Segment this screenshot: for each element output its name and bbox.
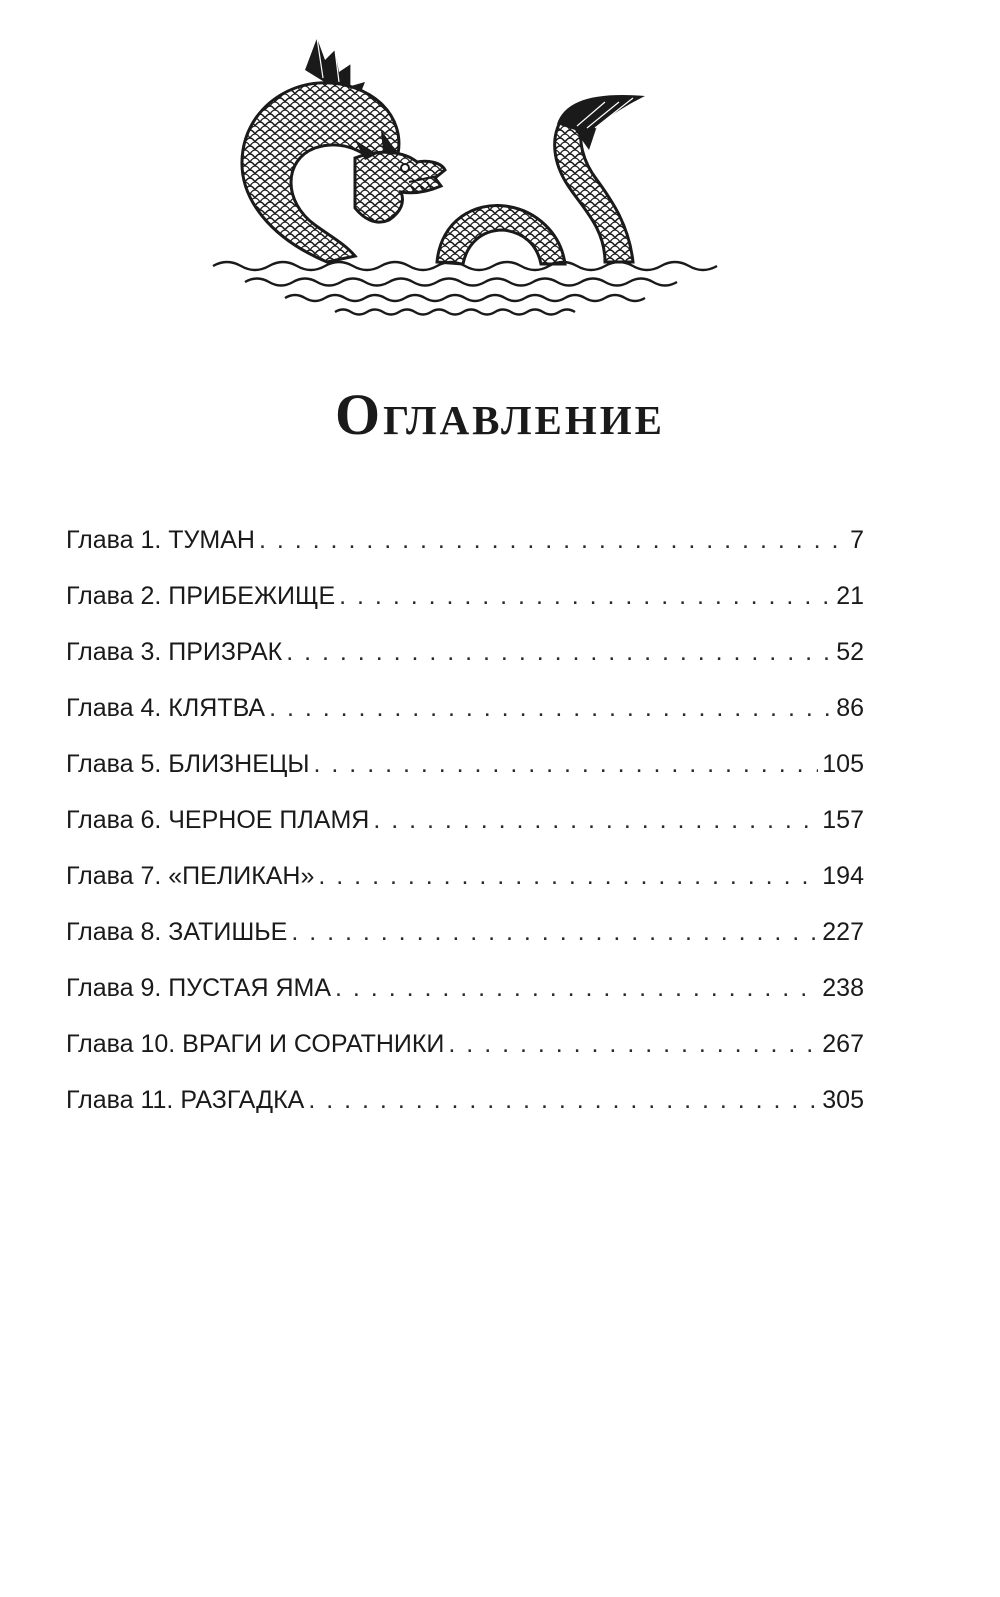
toc-entry-label: Глава 6. ЧЕРНОЕ ПЛАМЯ	[66, 806, 370, 834]
toc-entry-page: 7	[850, 526, 864, 554]
dot-leader	[269, 694, 832, 723]
dot-leader	[335, 974, 818, 1003]
toc-entry-label: Глава 11. РАЗГАДКА	[66, 1086, 305, 1114]
dot-leader	[339, 582, 832, 611]
toc-entry-7[interactable]	[66, 862, 864, 918]
toc-entry-6[interactable]	[66, 806, 864, 862]
toc-entry-10[interactable]	[66, 1030, 864, 1086]
toc-entry-4[interactable]	[66, 694, 864, 750]
toc-entry-8[interactable]	[66, 918, 864, 974]
toc-entry-page: 305	[822, 1086, 864, 1114]
toc-entry-11[interactable]	[66, 1086, 864, 1142]
toc-entry-9[interactable]	[66, 974, 864, 1030]
toc-entry-page: 227	[822, 918, 864, 946]
toc-entry-2[interactable]	[66, 582, 864, 638]
toc-entry-label: Глава 1. ТУМАН	[66, 526, 255, 554]
toc-entry-label: Глава 10. ВРАГИ И СОРАТНИКИ	[66, 1030, 445, 1058]
toc-entry-page: 194	[822, 862, 864, 890]
toc-entry-page: 267	[822, 1030, 864, 1058]
toc-entry-1[interactable]	[66, 526, 864, 582]
dot-leader	[448, 1030, 818, 1059]
dot-leader	[318, 862, 818, 891]
toc-entry-page: 105	[822, 750, 864, 778]
toc-entry-label: Глава 2. ПРИБЕЖИЩЕ	[66, 582, 336, 610]
toc-entry-5[interactable]	[66, 750, 864, 806]
dot-leader	[314, 750, 819, 779]
toc-entry-label: Глава 8. ЗАТИШЬЕ	[66, 918, 288, 946]
toc-entry-label: Глава 3. ПРИЗРАК	[66, 638, 283, 666]
dot-leader	[308, 1086, 818, 1115]
toc-entry-3[interactable]	[66, 638, 864, 694]
page-title: Оглавление	[335, 381, 665, 447]
dot-leader	[291, 918, 818, 947]
toc-entry-page: 52	[836, 638, 864, 666]
dot-leader	[373, 806, 818, 835]
toc-entry-page: 238	[822, 974, 864, 1002]
dot-leader	[259, 526, 846, 555]
dot-leader	[286, 638, 832, 667]
toc-entry-label: Глава 7. «ПЕЛИКАН»	[66, 862, 315, 890]
toc-entry-label: Глава 4. КЛЯТВА	[66, 694, 266, 722]
toc-entry-label: Глава 9. ПУСТАЯ ЯМА	[66, 974, 332, 1002]
toc-entry-page: 21	[836, 582, 864, 610]
toc-entry-page: 157	[822, 806, 864, 834]
sea-serpent-icon	[205, 30, 725, 320]
table-of-contents	[66, 526, 864, 1142]
toc-entry-label: Глава 5. БЛИЗНЕЦЫ	[66, 750, 310, 778]
toc-entry-page: 86	[836, 694, 864, 722]
